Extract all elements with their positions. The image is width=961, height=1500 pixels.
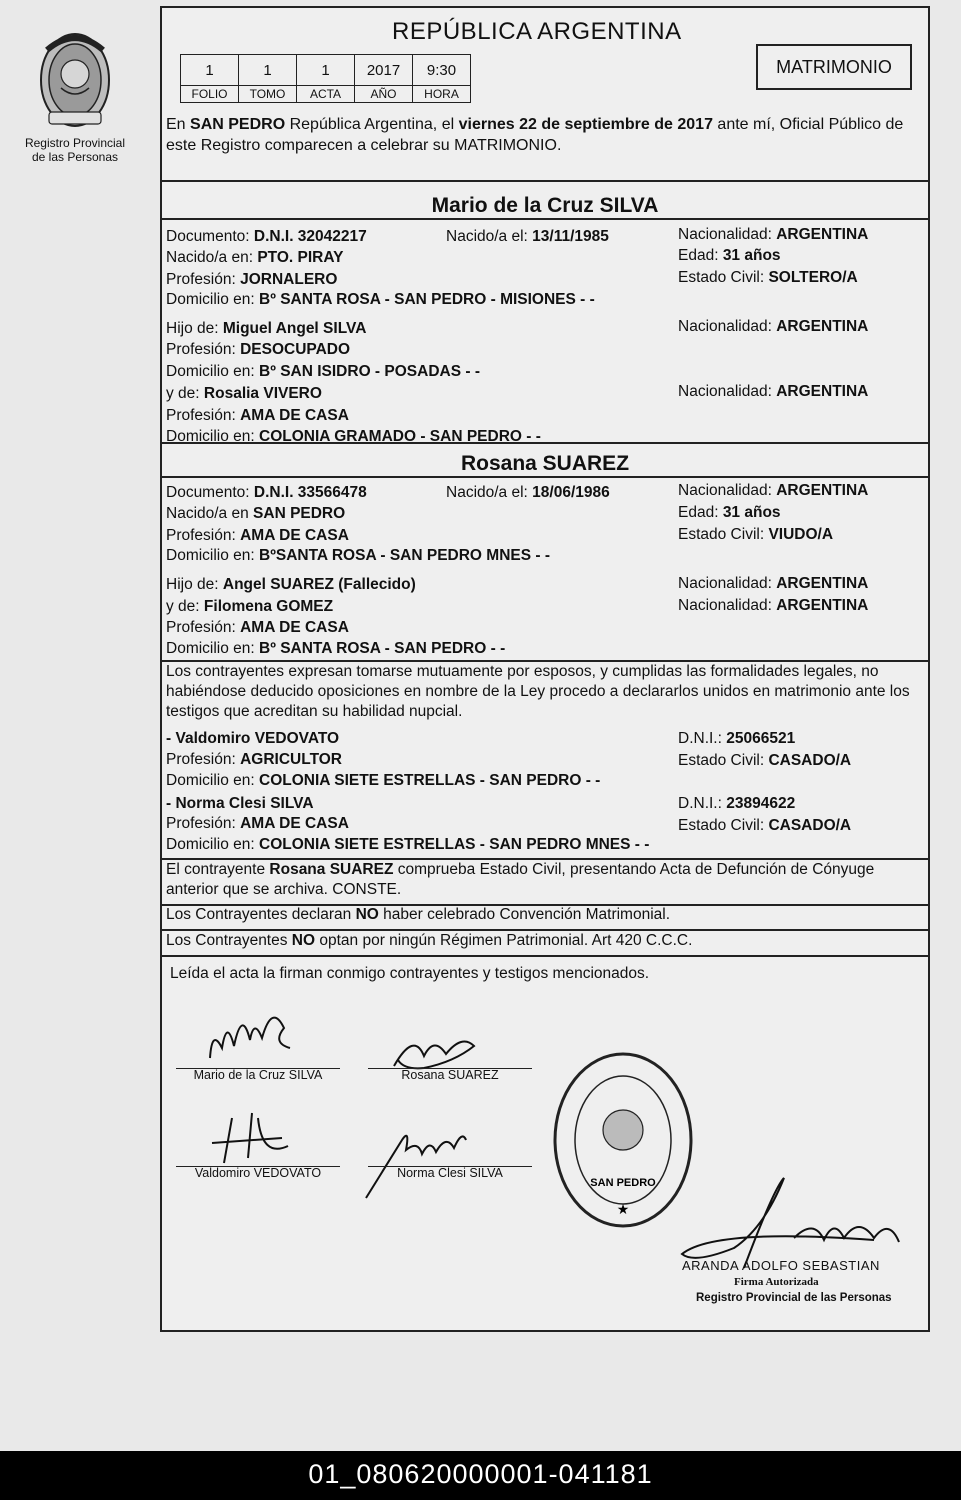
registry-logo [18, 28, 132, 164]
divider [162, 180, 928, 182]
hora-label: HORA [413, 86, 471, 103]
spouse1-mother-profession: Profesión: AMA DE CASA [166, 407, 349, 424]
spouse1-father-profession: Profesión: DESOCUPADO [166, 341, 351, 358]
intro-text: En SAN PEDRO República Argentina, el viernes 22 de septiembre de 2017 ante mí, Oficial Público de este Registro comparecen a celebrar su MATRIMONIO. [166, 116, 904, 154]
spouse1-father-nationality: Nacionalidad: ARGENTINA [678, 318, 869, 335]
acta-label: ACTA [297, 86, 355, 103]
document-id-footer: 01_080620000001-041181 [0, 1451, 961, 1500]
signature-mark-witness2 [362, 1120, 482, 1200]
spouse2-name: Rosana SUAREZ [460, 452, 630, 475]
anio-label: AÑO [355, 86, 413, 103]
closing-text: Leída el acta la firman conmigo contrayentes y testigos mencionados. [170, 965, 650, 982]
anio-value: 2017 [355, 55, 413, 86]
tomo-label: TOMO [239, 86, 297, 103]
spouse2-address: Domicilio en: BºSANTA ROSA - SAN PEDRO MNES - - [166, 547, 551, 564]
spouse1-mother-nationality: Nacionalidad: ARGENTINA [678, 383, 869, 400]
folio-label: FOLIO [181, 86, 239, 103]
convention-note: Los Contrayentes declaran NO haber celebrado Convención Matrimonial. [166, 906, 671, 923]
spouse1-birthdate: Nacido/a el: 13/11/1985 [446, 228, 609, 245]
divider [162, 476, 928, 478]
spouse2-civil-status: Estado Civil: VIUDO/A [678, 526, 834, 543]
witness2-address: Domicilio en: COLONIA SIETE ESTRELLAS - SAN PEDRO MNES - - [166, 836, 650, 853]
spouse1-nationality: Nacionalidad: ARGENTINA [678, 226, 869, 243]
spouse1-documento: Documento: D.N.I. 32042217 [166, 228, 367, 245]
hora-value: 9:30 [413, 55, 471, 86]
official-name: ARANDA ADOLFO SEBASTIAN [682, 1258, 880, 1273]
doc-title: REPÚBLICA ARGENTINA [392, 18, 682, 45]
signature-name-witness2: Norma Clesi SILVA [397, 1166, 503, 1180]
witness2-dni: D.N.I.: 23894622 [678, 795, 796, 812]
divider [162, 218, 928, 220]
signature-name-spouse1: Mario de la Cruz SILVA [193, 1068, 323, 1082]
spouse2-profession: Profesión: AMA DE CASA [166, 527, 349, 544]
provincial-seal-icon [35, 28, 115, 132]
svg-text:★: ★ [616, 1201, 630, 1217]
witness1-address: Domicilio en: COLONIA SIETE ESTRELLAS - SAN PEDRO - - [166, 772, 601, 789]
marriage-certificate [160, 6, 930, 1332]
divider [162, 955, 928, 957]
official-org: Registro Provincial de las Personas [696, 1292, 892, 1304]
spouse2-mother-profession: Profesión: AMA DE CASA [166, 619, 349, 636]
spouse1-birthplace: Nacido/a en: PTO. PIRAY [166, 249, 344, 266]
spouse1-name: Mario de la Cruz SILVA [431, 194, 659, 217]
declaration-text: Los contrayentes expresan tomarse mutuamente por esposos, y cumplidas las formalidades legales, no habiéndose deducido oposiciones en nombre de la Ley procedo a declararlos unidos en matrimonio ante los testigos que acreditan su habilidad nupcial. [166, 663, 910, 720]
spouse1-mother-address: Domicilio en: COLONIA GRAMADO - SAN PEDRO - - [166, 428, 541, 445]
tomo-value: 1 [239, 55, 297, 86]
spouse1-mother: y de: Rosalia VIVERO [166, 385, 322, 402]
witness1-name: - Valdomiro VEDOVATO [166, 730, 340, 747]
spouse1-profession: Profesión: JORNALERO [166, 271, 338, 288]
spouse2-birthplace: Nacido/a en SAN PEDRO [166, 505, 346, 522]
spouse2-documento: Documento: D.N.I. 33566478 [166, 484, 367, 501]
folio-value: 1 [181, 55, 239, 86]
intro-city: SAN PEDRO [190, 116, 286, 133]
witness1-civil-status: Estado Civil: CASADO/A [678, 752, 852, 769]
witness1-profession: Profesión: AGRICULTOR [166, 751, 343, 768]
intro-date: viernes 22 de septiembre de 2017 [458, 116, 713, 133]
witness1-dni: D.N.I.: 25066521 [678, 730, 796, 747]
witness2-civil-status: Estado Civil: CASADO/A [678, 817, 852, 834]
signature-name-witness1: Valdomiro VEDOVATO [194, 1166, 322, 1180]
divider [162, 442, 928, 444]
logo-label: Registro Provincial de las Personas [24, 136, 126, 164]
spouse2-age: Edad: 31 años [678, 504, 781, 521]
regime-note: Los Contrayentes NO optan por ningún Régimen Patrimonial. Art 420 C.C.C. [166, 932, 693, 949]
spouse2-nationality: Nacionalidad: ARGENTINA [678, 482, 869, 499]
spouse1-address: Domicilio en: Bº SANTA ROSA - SAN PEDRO - MISIONES - - [166, 291, 595, 308]
spouse2-father-nationality: Nacionalidad: ARGENTINA [678, 575, 869, 592]
spouse2-mother-nationality: Nacionalidad: ARGENTINA [678, 597, 869, 614]
spouse1-father-address: Domicilio en: Bº SAN ISIDRO - POSADAS - - [166, 363, 480, 380]
divider [162, 929, 928, 931]
signature-mark-spouse1 [202, 998, 302, 1068]
spouse2-father: Hijo de: Angel SUAREZ (Fallecido) [166, 576, 416, 593]
spouse1-father: Hijo de: Miguel Angel SILVA [166, 320, 367, 337]
record-meta-table [180, 54, 471, 103]
spouse2-mother-address: Domicilio en: Bº SANTA ROSA - SAN PEDRO - - [166, 640, 506, 657]
witness2-profession: Profesión: AMA DE CASA [166, 815, 349, 832]
acta-value: 1 [297, 55, 355, 86]
spouse1-age: Edad: 31 años [678, 247, 781, 264]
spouse2-mother: y de: Filomena GOMEZ [166, 598, 334, 615]
spouse1-civil-status: Estado Civil: SOLTERO/A [678, 269, 858, 286]
doc-type-badge: MATRIMONIO [756, 44, 912, 90]
signature-name-spouse2: Rosana SUAREZ [401, 1068, 499, 1082]
stamp-city: SAN PEDRO [590, 1177, 656, 1189]
official-role: Firma Autorizada [734, 1276, 819, 1288]
spouse2-birthdate: Nacido/a el: 18/06/1986 [446, 484, 610, 501]
witness2-name: - Norma Clesi SILVA [166, 795, 314, 812]
civil-status-note: El contrayente Rosana SUAREZ comprueba Estado Civil, presentando Acta de Defunción de Cónyuge anterior que se archiva. CONSTE. [166, 861, 875, 898]
signature-mark-witness1 [202, 1108, 302, 1168]
